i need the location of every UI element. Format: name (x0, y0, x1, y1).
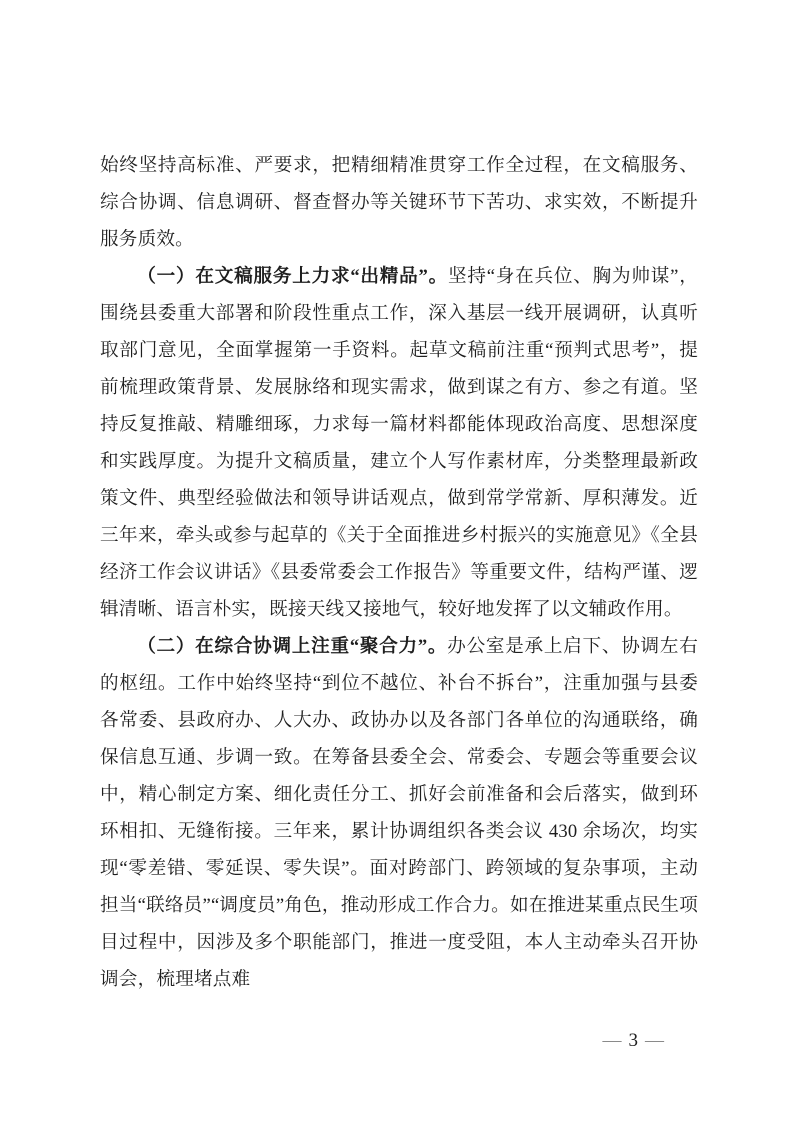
footer-left-dash: — (602, 1030, 622, 1051)
section-1-body-text: 坚持“身在兵位、胸为帅谋”，围绕县委重大部署和阶段性重点工作，深入基层一线开展调研，认真听取部门意见，全面掌握第一手资料。起草文稿前注重“预判式思考”，提前梳理政策背景、发展脉络和现实需求，做到谋之有方、参之有道。坚持反复推敲、精雕细琢，力求每一篇材料都能体现政治高度、思想深度和实践厚度。为提升文稿质量，建立个人写作素材库，分类整理最新政策文件、典型经验做法和领导讲话观点，做到常学常新、厚积薄发。近三年来，牵头或参与起草的《关于全面推进乡村振兴的实施意见》《全县经济工作会议讲话》《县委常委会工作报告》等重要文件，结构严谨、逻辑清晰、语言朴实，既接天线又接地气，较好地发挥了以文辅政作用。 (100, 266, 699, 620)
page-number: 3 (628, 1030, 638, 1051)
footer-right-dash: — (645, 1030, 664, 1051)
paragraph-section-2 (100, 628, 698, 998)
page-footer (596, 1030, 672, 1052)
section-1-heading: （一）在文稿服务上力求“出精品”。 (137, 266, 448, 287)
paragraph-continuation (100, 147, 698, 258)
body-text: 始终坚持高标准、严要求，把精细精准贯穿工作全过程，在文稿服务、综合协调、信息调研、督查督办等关键环节下苦功、求实效，不断提升服务质效。 (100, 155, 698, 250)
paragraph-section-1 (100, 258, 698, 628)
document-body (100, 147, 698, 998)
section-2-body-text: 办公室是承上启下、协调左右的枢纽。工作中始终坚持“到位不越位、补台不拆台”，注重加强与县委各常委、县政府办、人大办、政协办以及各部门各单位的沟通联络，确保信息互通、步调一致。在筹备县委全会、常委会、专题会等重要会议中，精心制定方案、细化责任分工、抓好会前准备和会后落实，做到环环相扣、无缝衔接。三年来，累计协调组织各类会议 430 余场次，均实现“零差错、零延误、零失误”。面对跨部门、跨领域的复杂事项，主动担当“联络员”“调度员”角色，推动形成工作合力。如在推进某重点民生项目过程中，因涉及多个职能部门，推进一度受阻，本人主动牵头召开协调会，梳理堵点难 (100, 636, 698, 990)
section-2-heading: （二）在综合协调上注重“聚合力”。 (137, 636, 448, 657)
